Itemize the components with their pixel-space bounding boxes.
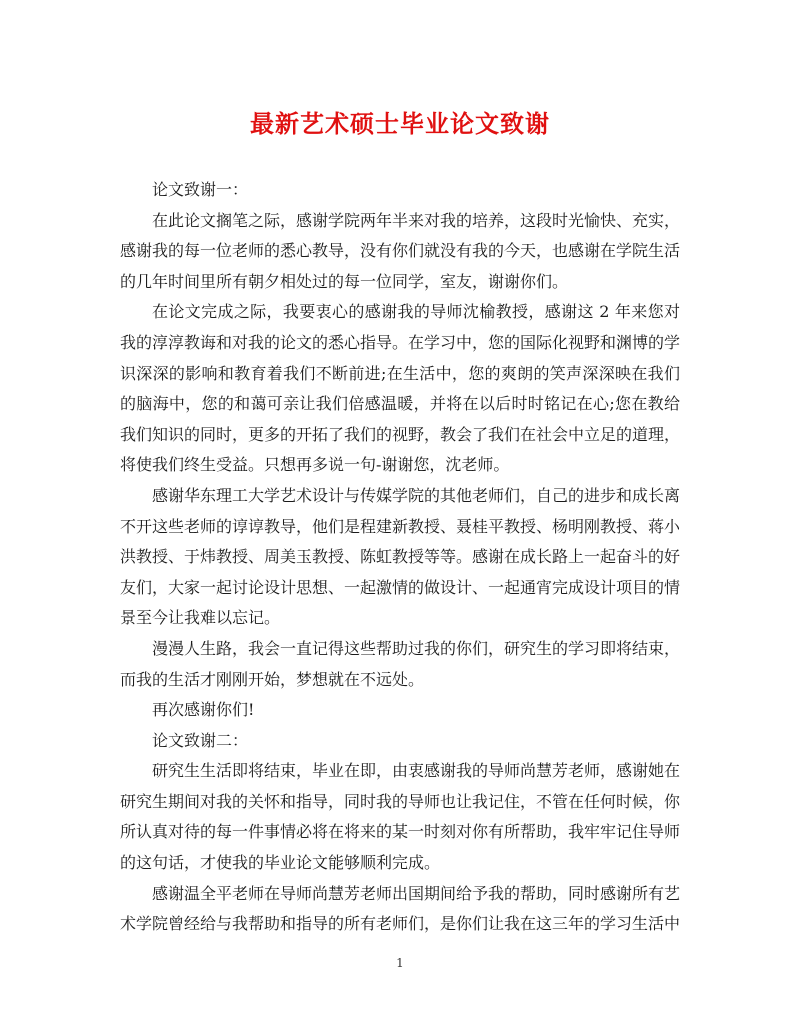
section-heading-2: 论文致谢二： [152, 730, 249, 750]
paragraph: 在此论文搁笔之际，感谢学院两年半来对我的培养，这段时光愉快、充实，感谢我的每一位老师的悉心教导，没有你们就没有我的今天，也感谢在学院生活的几年时间里所有朝夕相处过的每一位同学，室友，谢谢你们。 [120, 210, 681, 291]
paragraph: 再次感谢你们! [152, 700, 255, 720]
paragraph: 漫漫人生路，我会一直记得这些帮助过我的你们，研究生的学习即将结束，而我的生活才刚刚开始，梦想就在不远处。 [120, 638, 681, 689]
page-number: 1 [396, 956, 404, 970]
paragraph: 感谢华东理工大学艺术设计与传媒学院的其他老师们，自己的进步和成长离不开这些老师的谆谆教导，他们是程建新教授、聂桂平教授、杨明刚教授、蒋小洪教授、于炜教授、周美玉教授、陈虹教授等等。感谢在成长路上一起奋斗的好友们，大家一起讨论设计思想、一起激情的做设计、一起通宵完成设计项目的情景至今让我难以忘记。 [120, 485, 681, 628]
document-title: 最新艺术硕士毕业论文致谢 [250, 109, 550, 138]
paragraph: 研究生生活即将结束，毕业在即，由衷感谢我的导师尚慧芳老师，感谢她在研究生期间对我的关怀和指导，同时我的导师也让我记住，不管在任何时候，你所认真对待的每一件事情必将在将来的某一时刻对你有所帮助，我牢牢记住导师的这句话，才使我的毕业论文能够顺利完成。 [120, 761, 681, 873]
document-body [120, 175, 680, 940]
paragraph: 在论文完成之际，我要衷心的感谢我的导师沈榆教授，感谢这 2 年来您对我的淳淳教诲和对我的论文的悉心指导。在学习中，您的国际化视野和渊博的学识深深的影响和教育着我们不断前进;在生活中，您的爽朗的笑声深深映在我们的脑海中，您的和蔼可亲让我们倍感温暖，并将在以后时时铭记在心;您在教给我们知识的同时，更多的开拓了我们的视野，教会了我们在社会中立足的道理，将使我们终生受益。只想再多说一句-谢谢您，沈老师。 [120, 302, 681, 475]
paragraph: 感谢温全平老师在导师尚慧芳老师出国期间给予我的帮助，同时感谢所有艺术学院曾经给与我帮助和指导的所有老师们，是你们让我在这三年的学习生活中 [120, 883, 681, 934]
section-heading-1: 论文致谢一： [152, 180, 249, 199]
